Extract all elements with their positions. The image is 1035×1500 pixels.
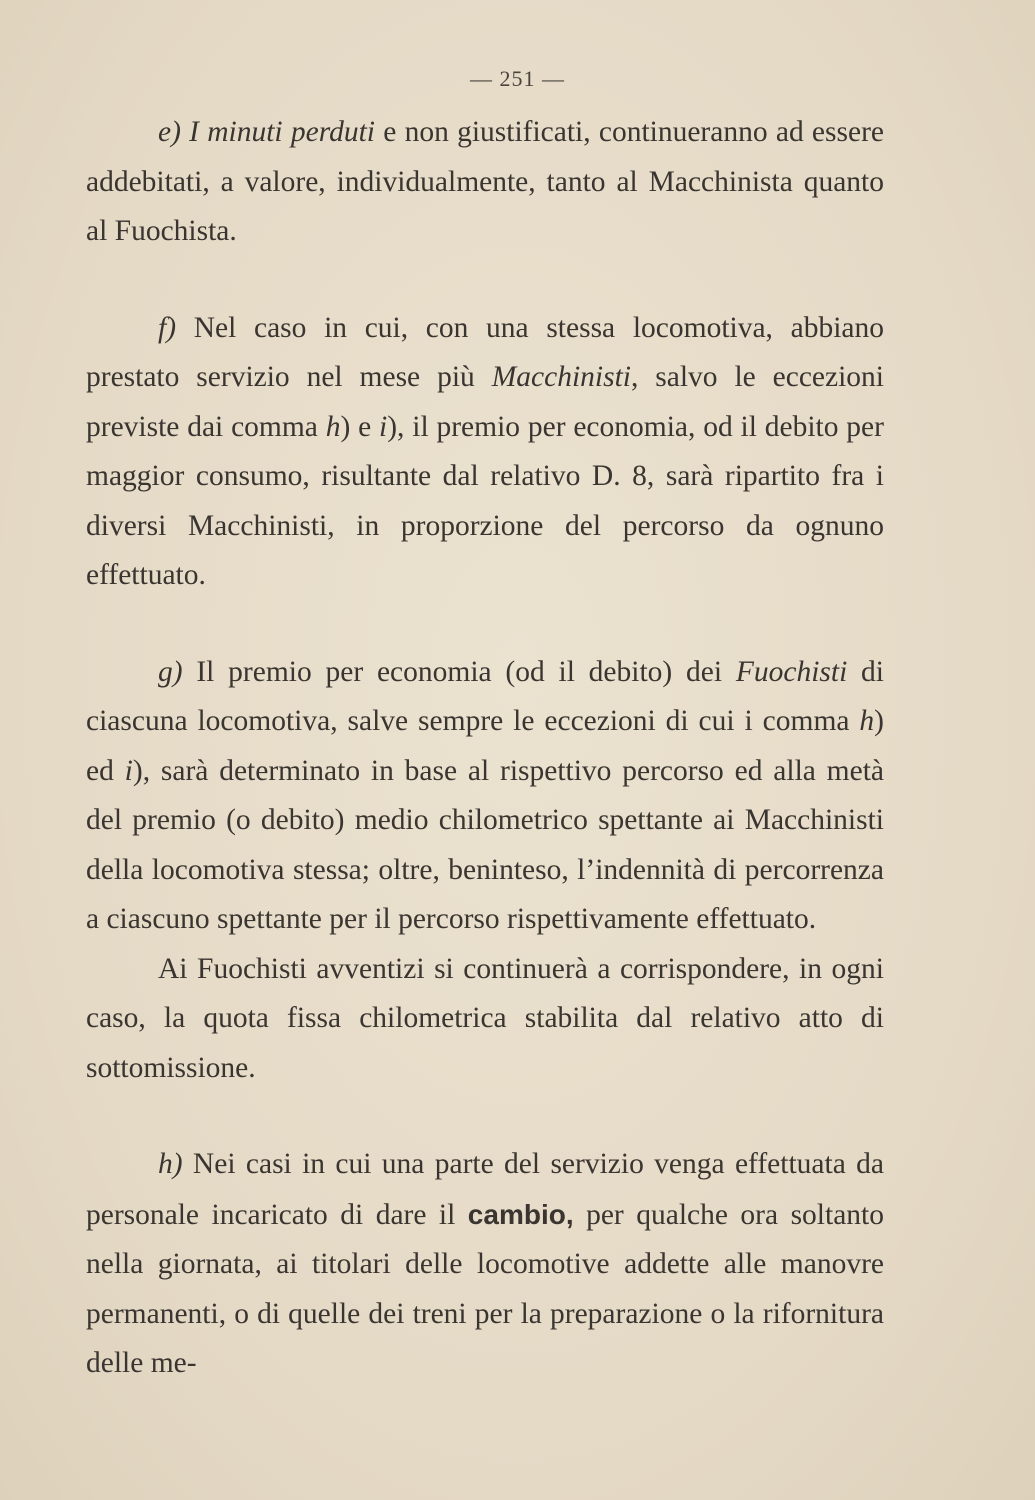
paragraph-h: [86, 1140, 884, 1389]
italic-term: Macchinisti: [491, 361, 631, 393]
paragraph-marker: h): [158, 1148, 183, 1180]
italic-term: Fuochisti: [735, 655, 848, 688]
italic-phrase: I minuti perduti: [189, 116, 375, 148]
paragraph-e: [86, 108, 884, 257]
clause-reference: i: [124, 754, 133, 787]
page-body: [86, 108, 884, 1389]
paragraph-g: [86, 648, 884, 945]
paragraph-g-continued: [86, 945, 884, 1094]
paragraph-marker: g): [158, 655, 183, 688]
paragraph-text: Il premio per economia (od il debito) dei: [182, 655, 736, 688]
paragraph-text: Nel caso in cui, con una stessa locomotiva, abbiano prestato servizio nel mese più: [86, 311, 884, 393]
paragraph-text: di ciascuna locomotiva, salve sempre le eccezioni di cui i comma: [86, 655, 885, 737]
paragraph-text: Nei casi in cui una parte del servizio venga effettuata da personale incaricato di dare il: [86, 1148, 884, 1231]
bold-term: cambio,: [467, 1198, 574, 1230]
clause-reference: h: [325, 410, 341, 443]
paragraph-text: e non giustificati, continueranno ad essere addebitati, a valore, individualmente, tanto al Macchinista quanto al Fuochista.: [86, 116, 884, 247]
paragraph-f: [86, 304, 884, 601]
paragraph-marker: f): [158, 311, 177, 344]
clause-reference: h: [859, 705, 875, 737]
clause-reference: i: [379, 410, 388, 443]
paragraph-text: ) e: [340, 410, 380, 443]
paragraph-text: per qualche ora soltanto nella giornata, ai titolari delle locomotive addette alle manovre permanenti, o di quelle dei treni per la preparazione o la rifornitura delle me-: [86, 1198, 884, 1379]
paragraph-text: ) ed: [86, 705, 884, 787]
paragraph-text: ), il premio per economia, od il debito per maggior consumo, risultante dal relativo D. 8, sarà ripartito fra i diversi Macchinisti, in proporzione del percorso da ognuno effettuato.: [86, 410, 884, 591]
paragraph-text: , salvo le eccezioni previste dai comma: [86, 361, 884, 443]
page-number: — 251 —: [470, 66, 565, 91]
paragraph-text: Ai Fuochisti avventizi si continuerà a corrispondere, in ogni caso, la quota fissa chilometrica stabilita dal relativo atto di sottomissione.: [86, 952, 884, 1084]
paragraph-text: ), sarà determinato in base al rispettivo percorso ed alla metà del premio (o debito) medio chilometrico spettante ai Macchinisti della locomotiva stessa; oltre, beninteso, l’indennità di percorrenza a ciascuno spettante per il percorso rispettivamente effettuato.: [86, 754, 885, 935]
paragraph-marker: e): [158, 116, 181, 148]
